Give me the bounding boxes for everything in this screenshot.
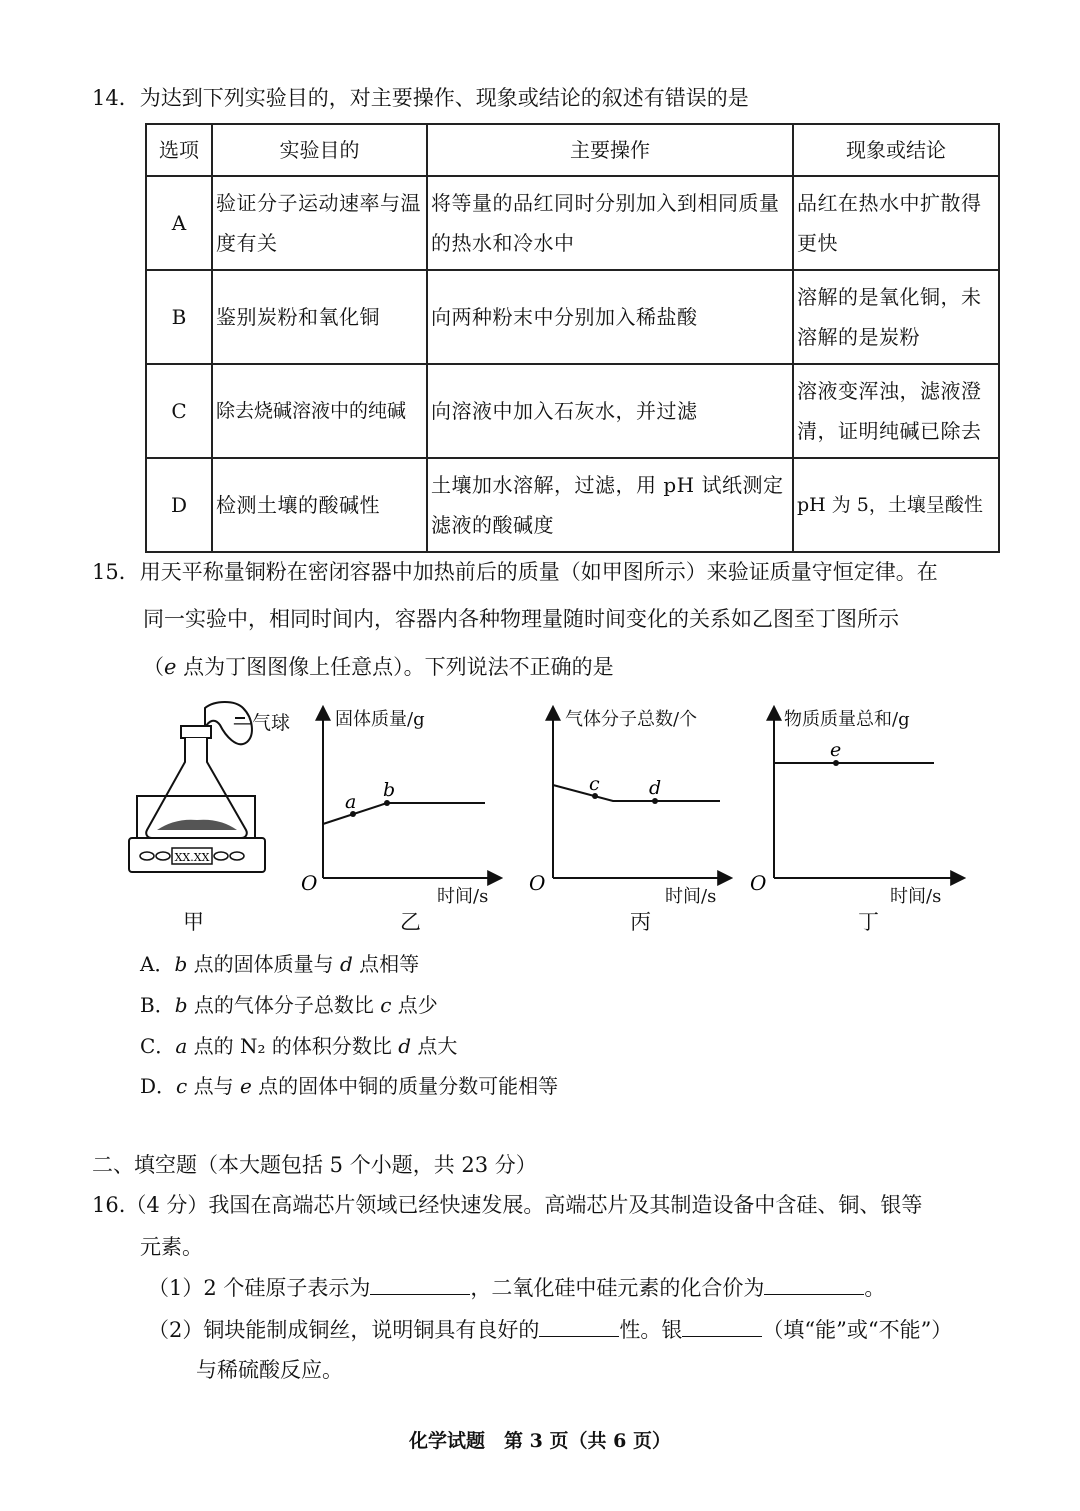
header-purpose: 实验目的 — [212, 124, 427, 176]
table-row — [146, 176, 999, 270]
caption-bing: 丙 — [630, 910, 651, 934]
row-purpose: 验证分子运动速率与温度有关 — [212, 176, 427, 270]
row-option: D — [146, 458, 212, 552]
question-16-stem-line1: 16.（4 分）我国在高端芯片领域已经快速发展。高端芯片及其制造设备中含硅、铜、银等 — [92, 1193, 923, 1217]
answer-blank[interactable] — [370, 1272, 470, 1295]
series-line — [553, 785, 720, 801]
row-purpose: 检测土壤的酸碱性 — [212, 458, 427, 552]
table-header-row — [146, 124, 999, 176]
question-15-stem-line1: 15．用天平称量铜粉在密闭容器中加热前后的质量（如甲图所示）来验证质量守恒定律。在 — [92, 560, 938, 584]
experiment-table — [145, 123, 1000, 553]
point-label-c: c — [589, 773, 600, 795]
origin-label: O — [750, 871, 767, 895]
header-result: 现象或结论 — [793, 124, 999, 176]
row-result: 溶解的是氧化铜，未溶解的是炭粉 — [793, 270, 999, 364]
row-operation: 向溶液中加入石灰水，并过滤 — [427, 364, 793, 458]
question-16-part-2: （2）铜块能制成铜丝，说明铜具有良好的 性。银 （填“能”或“不能”） — [148, 1314, 952, 1345]
row-result: 溶液变浑浊，滤液澄清，证明纯碱已除去 — [793, 364, 999, 458]
row-result: 品红在热水中扩散得更快 — [793, 176, 999, 270]
chart-ding — [748, 700, 973, 940]
answer-blank[interactable] — [682, 1314, 762, 1337]
row-purpose: 除去烧碱溶液中的纯碱 — [212, 364, 427, 458]
answer-blank[interactable] — [764, 1272, 864, 1295]
table-row — [146, 364, 999, 458]
caption-ding: 丁 — [858, 910, 879, 934]
question-14-stem: 14．为达到下列实验目的，对主要操作、现象或结论的叙述有错误的是 — [92, 86, 749, 110]
option-a: A．b 点的固体质量与 d 点相等 — [140, 952, 420, 976]
y-axis-label: 气体分子总数/个 — [565, 709, 698, 730]
x-axis-label: 时间/s — [665, 886, 717, 907]
figure-jia — [125, 700, 295, 940]
x-axis-label: 时间/s — [437, 886, 489, 907]
point-label-d: d — [649, 777, 662, 799]
point-label-e: e — [830, 739, 842, 761]
answer-blank[interactable] — [539, 1314, 619, 1337]
point-label-b: b — [383, 779, 396, 801]
row-option: C — [146, 364, 212, 458]
point-label-a: a — [345, 791, 357, 813]
balloon-label: —气球 — [233, 712, 291, 734]
x-axis-label: 时间/s — [890, 886, 942, 907]
row-operation: 向两种粉末中分别加入稀盐酸 — [427, 270, 793, 364]
option-b: B．b 点的气体分子总数比 c 点少 — [140, 993, 438, 1017]
question-16-part-1: （1）2 个硅原子表示为 ，二氧化硅中硅元素的化合价为 。 — [148, 1272, 885, 1303]
option-c: C．a 点的 N₂ 的体积分数比 d 点大 — [140, 1034, 458, 1058]
chart-yi — [295, 700, 510, 940]
variable-e: e — [164, 655, 177, 679]
balance-display: XX.XX — [174, 851, 210, 864]
origin-label: O — [529, 871, 546, 895]
chart-bing — [525, 700, 740, 940]
row-operation: 土壤加水溶解，过滤，用 pH 试纸测定滤液的酸碱度 — [427, 458, 793, 552]
section-heading: 二、填空题（本大题包括 5 个小题，共 23 分） — [92, 1153, 537, 1177]
option-d: D．c 点与 e 点的固体中铜的质量分数可能相等 — [140, 1074, 559, 1098]
question-16-stem-line2: 元素。 — [140, 1235, 203, 1259]
header-option: 选项 — [146, 124, 212, 176]
row-purpose: 鉴别炭粉和氧化铜 — [212, 270, 427, 364]
row-operation: 将等量的品红同时分别加入到相同质量的热水和冷水中 — [427, 176, 793, 270]
origin-label: O — [301, 871, 318, 895]
caption-yi: 乙 — [400, 910, 421, 934]
y-axis-label: 固体质量/g — [335, 709, 425, 730]
row-result: pH 为 5，土壤呈酸性 — [793, 458, 999, 552]
question-15-stem-line3: （e 点为丁图图像上任意点）。下列说法不正确的是 — [143, 655, 614, 679]
question-16-part-2-cont: 与稀硫酸反应。 — [196, 1358, 343, 1382]
y-axis-label: 物质质量总和/g — [784, 709, 910, 730]
caption-jia: 甲 — [183, 910, 204, 934]
header-operation: 主要操作 — [427, 124, 793, 176]
row-option: A — [146, 176, 212, 270]
table-row — [146, 458, 999, 552]
page-footer: 化学试题 第 3 页（共 6 页） — [409, 1430, 671, 1452]
question-15-stem-line2: 同一实验中，相同时间内，容器内各种物理量随时间变化的关系如乙图至丁图所示 — [143, 607, 899, 631]
table-row — [146, 270, 999, 364]
row-option: B — [146, 270, 212, 364]
